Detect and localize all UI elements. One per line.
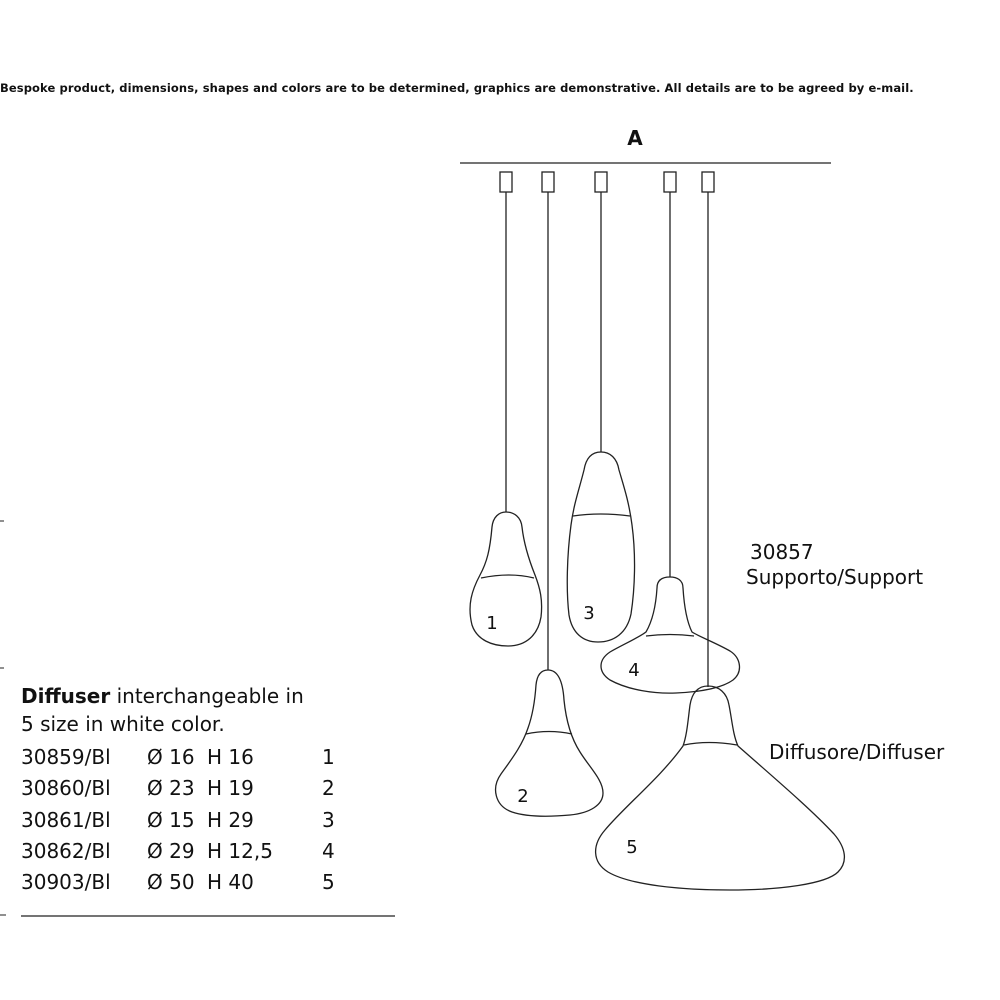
row-height: H 16: [207, 745, 254, 769]
diffuser-3-shape: [567, 452, 634, 642]
diffuser-4-number: 4: [628, 660, 640, 681]
row-diameter: Ø 50: [147, 870, 195, 894]
support-code: 30857: [750, 540, 814, 564]
row-diameter: Ø 16: [147, 745, 195, 769]
ceiling-cup-5: [702, 172, 714, 192]
row-height: H 19: [207, 776, 254, 800]
row-code: 30903/Bl: [21, 870, 111, 894]
row-height: H 12,5: [207, 839, 273, 863]
ceiling-cup-2: [542, 172, 554, 192]
diffuser-1-number: 1: [486, 613, 498, 634]
diffuser-label: Diffusore/Diffuser: [769, 740, 945, 764]
disclaimer-text: Bespoke product, dimensions, shapes and colors are to be determined, graphics are demonstrative. All details are to be agreed by e-mail.: [0, 81, 914, 95]
diffuser-3-band: [573, 514, 630, 516]
row-height: H 29: [207, 808, 254, 832]
row-code: 30861/Bl: [21, 808, 111, 832]
row-number: 2: [322, 776, 335, 800]
spec-heading: [21, 682, 304, 738]
ceiling-cup-4: [664, 172, 676, 192]
row-number: 5: [322, 870, 335, 894]
row-diameter: Ø 15: [147, 808, 195, 832]
diffuser-4-band: [646, 635, 694, 637]
section-label: A: [627, 126, 643, 150]
diffuser-5-shape: [596, 686, 845, 890]
row-code: 30862/Bl: [21, 839, 111, 863]
row-diameter: Ø 23: [147, 776, 195, 800]
spec-subtitle: 5 size in white color.: [21, 712, 225, 736]
row-diameter: Ø 29: [147, 839, 195, 863]
diffuser-2-number: 2: [517, 786, 529, 807]
diffuser-1-shape: [470, 512, 542, 646]
ceiling-cup-1: [500, 172, 512, 192]
spec-title-rest: interchangeable in: [110, 684, 304, 708]
row-number: 1: [322, 745, 335, 769]
diffuser-5-number: 5: [626, 837, 638, 858]
row-code: 30860/Bl: [21, 776, 111, 800]
diffuser-3-number: 3: [583, 603, 595, 624]
diffuser-2-band: [526, 732, 572, 735]
row-height: H 40: [207, 870, 254, 894]
diffuser-1-band: [481, 575, 534, 578]
row-number: 3: [322, 808, 335, 832]
ceiling-cup-3: [595, 172, 607, 192]
row-number: 4: [322, 839, 335, 863]
support-label: Supporto/Support: [746, 565, 924, 589]
row-code: 30859/Bl: [21, 745, 111, 769]
diffuser-2-shape: [496, 670, 603, 816]
diffuser-5-band: [684, 743, 737, 746]
spec-title-bold: Diffuser: [21, 684, 111, 708]
